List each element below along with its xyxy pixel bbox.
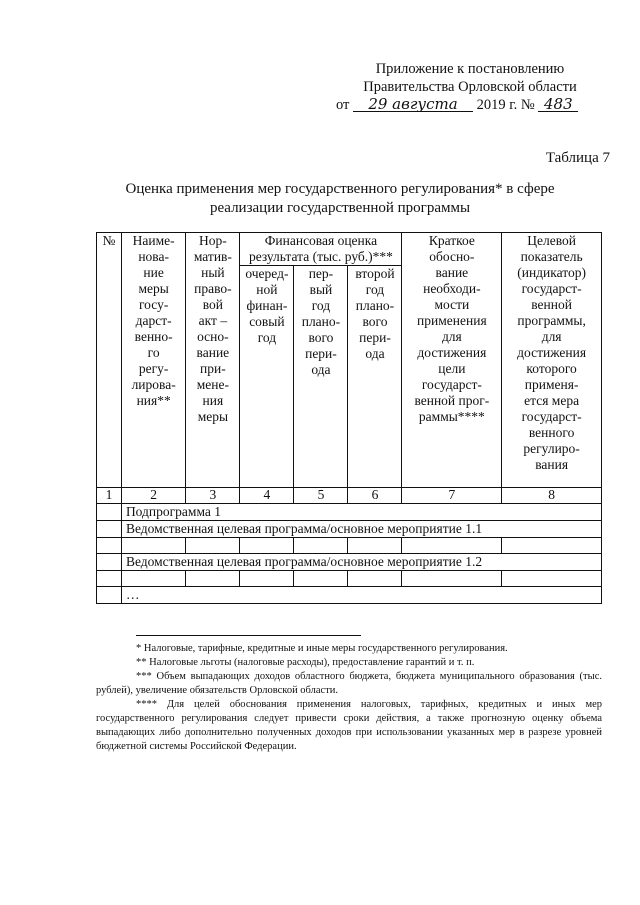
header-indicator: Целевой показатель (индикатор) государст- венной программы, для достижения которого применя- ется мера государст- венного регулиро- вания — [502, 233, 602, 488]
footnote-divider — [136, 635, 361, 636]
handwritten-number: 483 — [538, 97, 578, 112]
table-cell — [186, 571, 240, 587]
table-cell — [502, 571, 602, 587]
table-cell — [121, 538, 185, 554]
table-cell — [402, 571, 502, 587]
subprogram-label: Подпрограмма 1 — [121, 504, 601, 521]
col-number: 1 — [97, 488, 122, 504]
appendix-signature-line — [330, 96, 610, 114]
appendix-line-1: Приложение к постановлению — [375, 61, 565, 77]
appendix-header — [330, 60, 610, 114]
col-number: 5 — [294, 488, 348, 504]
header-measure: Наиме- нова- ние меры госу- дарст- венно- го регу- лирова- ния** — [121, 233, 185, 488]
table-cell — [186, 538, 240, 554]
header-finance: Финансовая оценка результата (тыс. руб.)*** — [240, 233, 402, 266]
col-number: 3 — [186, 488, 240, 504]
col-number: 8 — [502, 488, 602, 504]
document-title — [100, 180, 580, 218]
row-num-cell — [97, 521, 122, 538]
handwritten-date: 29 августа — [353, 97, 473, 112]
header-legal-act: Нор- матив- ный право- вой акт – осно- вание при- мене- ния меры — [186, 233, 240, 488]
footnote-3: *** Объем выпадающих доходов областного бюджета, бюджета муниципального образования (тыс. рублей), увеличение обязательств Орловской области. — [96, 671, 602, 696]
program-row-1 — [97, 521, 602, 538]
table-cell — [121, 571, 185, 587]
regulation-table — [96, 232, 602, 604]
appendix-from: от — [336, 97, 350, 113]
row-num-cell — [97, 587, 122, 604]
table-cell — [294, 571, 348, 587]
footnote-1: * Налоговые, тарифные, кредитные и иные меры государственного регулирования. — [136, 643, 508, 654]
ellipsis-row — [97, 587, 602, 604]
table-cell — [97, 538, 122, 554]
program-label-1: Ведомственная целевая программа/основное мероприятие 1.1 — [121, 521, 601, 538]
appendix-year: 2019 г. № — [476, 97, 535, 113]
title-line-1: Оценка применения мер государственного регулирования* в сфере — [125, 181, 555, 197]
footnote-2: ** Налоговые льготы (налоговые расходы), предоставление гарантий и т. п. — [136, 657, 475, 668]
footnotes — [96, 635, 602, 754]
col-number: 4 — [240, 488, 294, 504]
table-row — [97, 571, 602, 587]
header-second-plan-year: второй год плано- вого пери- ода — [348, 266, 402, 488]
subprogram-row — [97, 504, 602, 521]
table-cell — [294, 538, 348, 554]
table-row — [97, 538, 602, 554]
table-cell — [348, 571, 402, 587]
table-cell — [240, 538, 294, 554]
title-line-2: реализации государственной программы — [209, 200, 471, 216]
col-number: 7 — [402, 488, 502, 504]
col-number: 6 — [348, 488, 402, 504]
col-number: 2 — [121, 488, 185, 504]
table-cell — [240, 571, 294, 587]
table-cell — [402, 538, 502, 554]
program-row-2 — [97, 554, 602, 571]
row-num-cell — [97, 554, 122, 571]
program-label-2: Ведомственная целевая программа/основное мероприятие 1.2 — [121, 554, 601, 571]
header-row — [97, 233, 602, 266]
table-cell — [502, 538, 602, 554]
header-first-plan-year: пер- вый год плано- вого пери- ода — [294, 266, 348, 488]
column-numbers-row — [97, 488, 602, 504]
table-label: Таблица 7 — [545, 150, 610, 166]
table-cell — [97, 571, 122, 587]
header-next-year: очеред- ной финан- совый год — [240, 266, 294, 488]
appendix-line-2: Правительства Орловской области — [363, 79, 577, 95]
header-justification: Краткое обосно- вание необходи- мости применения для достижения цели государст- венной прог- раммы**** — [402, 233, 502, 488]
row-num-cell — [97, 504, 122, 521]
footnote-4: **** Для целей обоснования применения налоговых, тарифных, кредитных и иных мер государственного регулирования следует привести сроки действия, а также прогнозную оценку объема выпадающих либо дополнительно полученных доходов при использовании указанных мер в разрезе уровней бюджетной системы Российской Федерации. — [96, 699, 602, 752]
table-cell — [348, 538, 402, 554]
ellipsis-label: … — [121, 587, 601, 604]
header-num: № — [97, 233, 122, 488]
